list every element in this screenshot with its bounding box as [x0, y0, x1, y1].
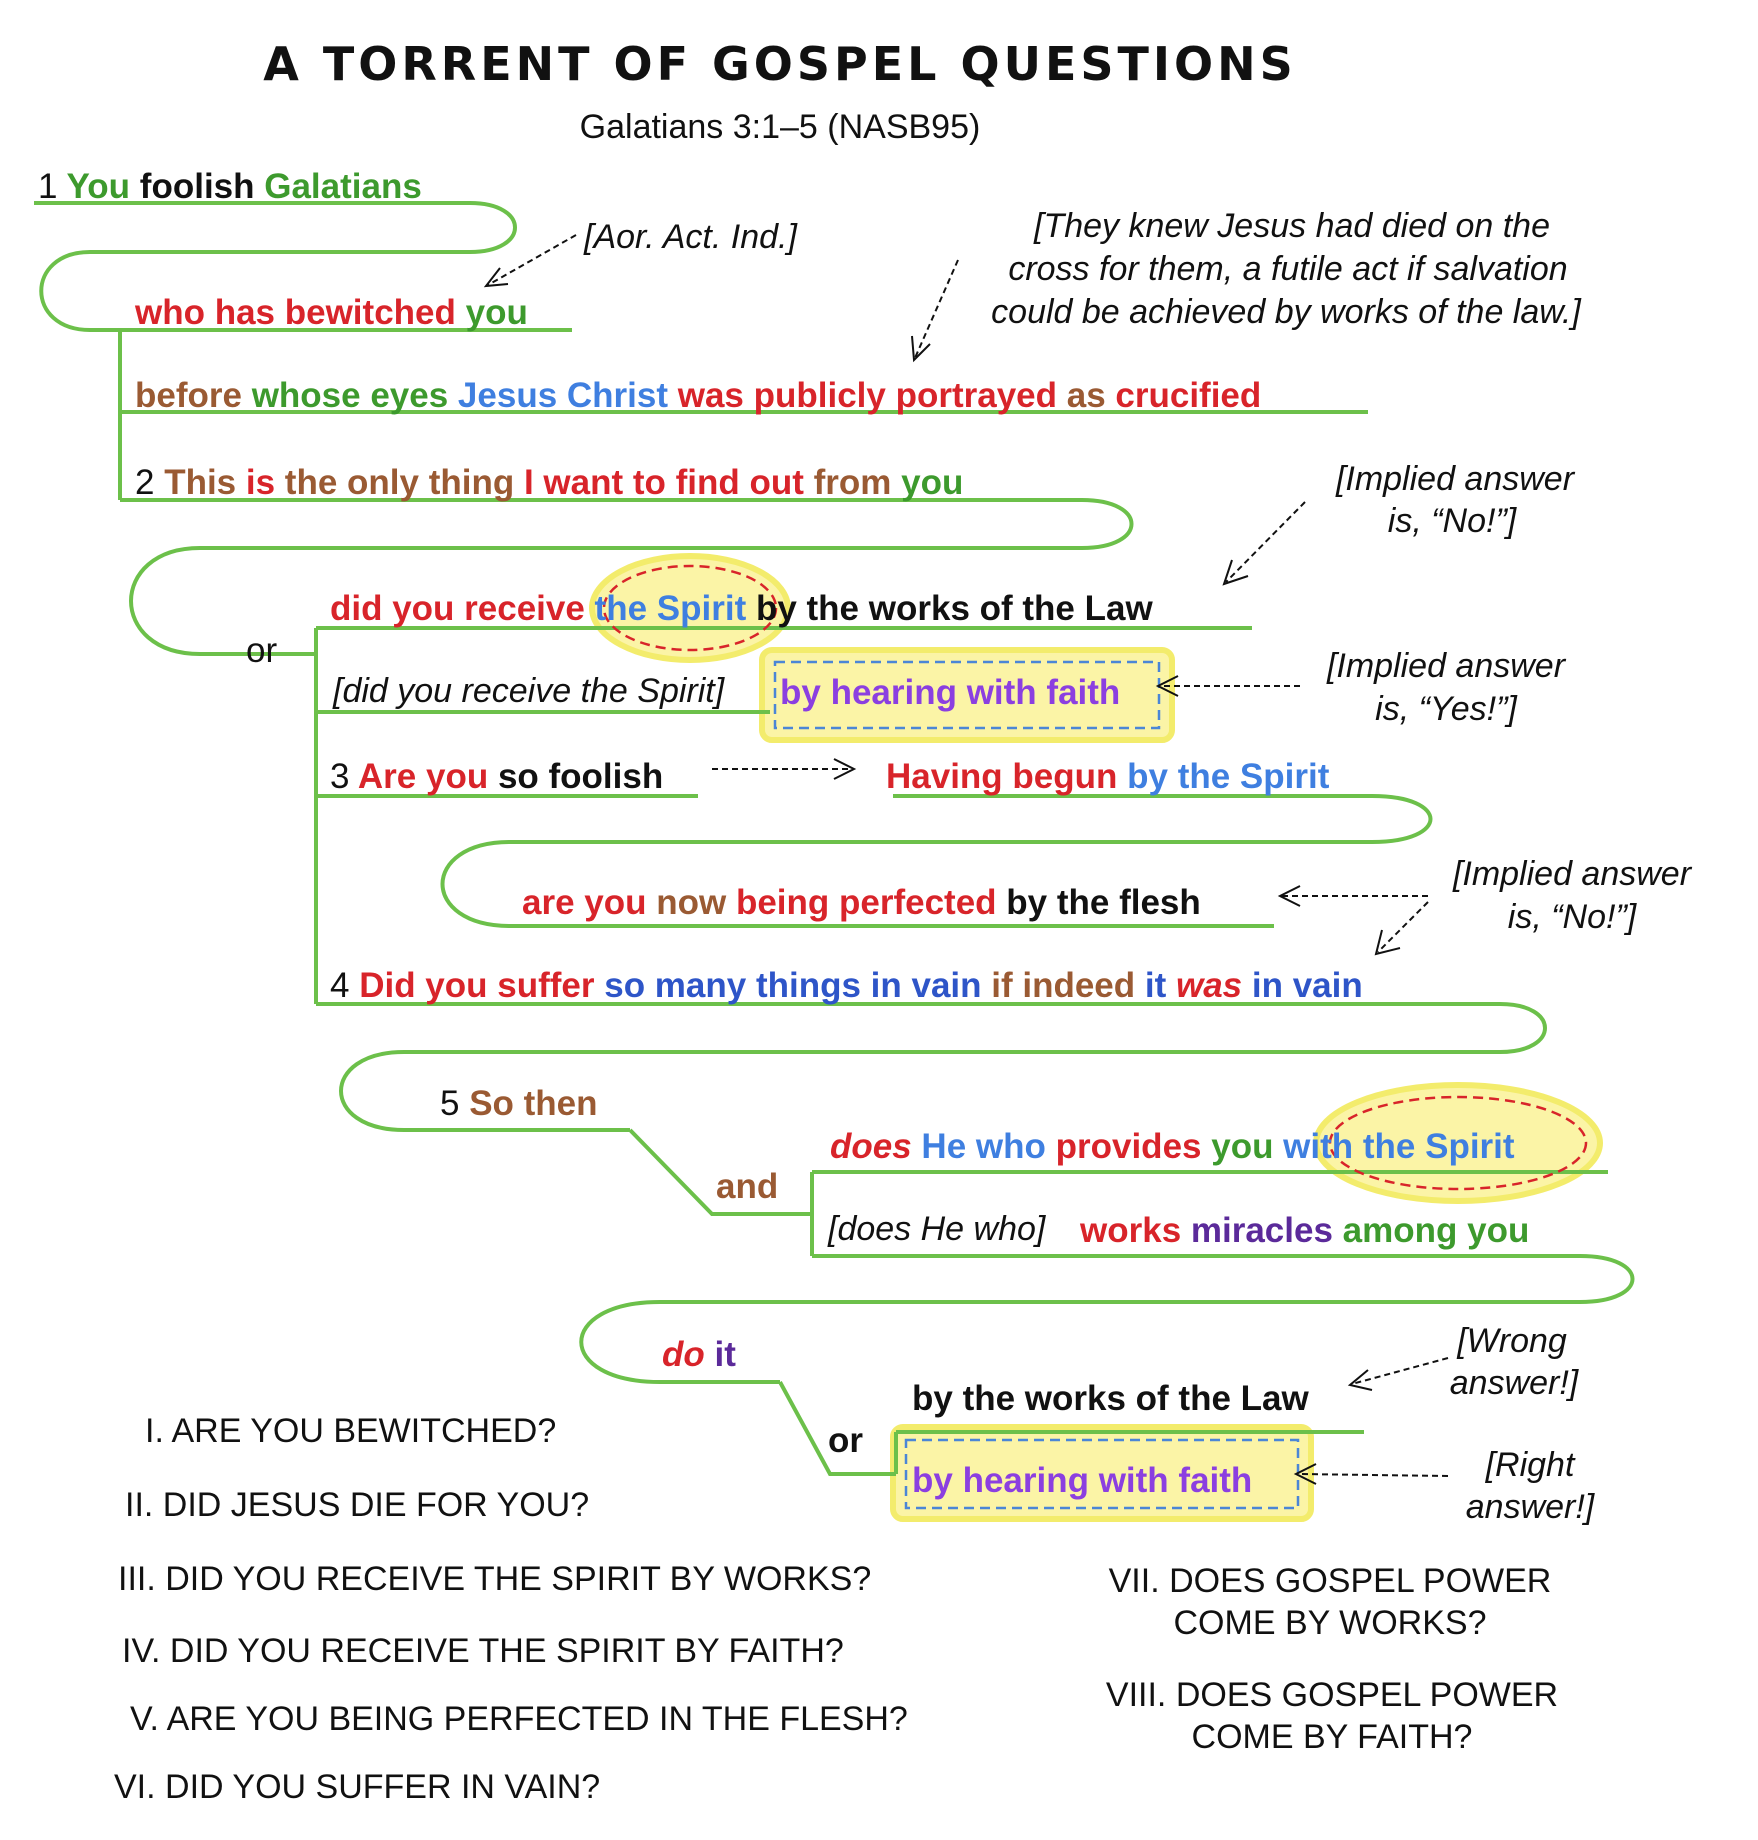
word-segment: You — [57, 167, 131, 206]
having-begun-line — [886, 757, 1330, 796]
connector-or-2: or — [828, 1421, 863, 1460]
word-segment: by the works of the Law — [746, 589, 1153, 628]
word-segment: miracles — [1181, 1211, 1333, 1250]
word-segment: now — [646, 883, 727, 922]
word-segment: by the flesh — [996, 883, 1201, 922]
word-segment: if indeed — [981, 966, 1136, 1005]
provides-spirit-line — [830, 1127, 1515, 1166]
word-segment: Jesus Christ — [448, 376, 669, 415]
word-segment: among you — [1332, 1211, 1530, 1250]
hearing-with-faith-line-1 — [780, 673, 1120, 712]
summary-questions — [114, 1412, 1558, 1806]
works-miracles-line — [1079, 1211, 1529, 1250]
word-segment: was — [1166, 966, 1243, 1005]
word-segment: who — [135, 293, 205, 332]
word-segment: So then — [459, 1084, 598, 1123]
word-segment: is — [236, 463, 276, 502]
do-it-line — [662, 1335, 736, 1374]
word-segment: by hearing with faith — [912, 1461, 1253, 1500]
question-7b: COME BY WORKS? — [1173, 1604, 1487, 1642]
page-title: A TORRENT OF GOSPEL QUESTIONS — [263, 37, 1297, 91]
question-8a: VIII. DOES GOSPEL POWER — [1105, 1676, 1559, 1714]
word-segment: with the Spirit — [1273, 1127, 1515, 1166]
note-right-a: [Right — [1485, 1446, 1575, 1484]
did-you-receive-bracket: [did you receive the Spirit] — [333, 672, 725, 710]
verse-2-line — [135, 463, 963, 502]
word-segment: being perfected — [726, 883, 997, 922]
question-3: III. DID YOU RECEIVE THE SPIRIT BY WORKS? — [118, 1560, 872, 1598]
question-4: IV. DID YOU RECEIVE THE SPIRIT BY FAITH? — [122, 1632, 844, 1670]
word-segment: foolish — [130, 167, 255, 206]
word-segment: whose eyes — [241, 376, 449, 415]
word-segment: 4 — [330, 966, 350, 1005]
question-8b: COME BY FAITH? — [1191, 1718, 1473, 1756]
connector-and: and — [716, 1167, 779, 1206]
word-segment: are you — [522, 883, 647, 922]
word-segment: so many things — [594, 966, 861, 1005]
note-implied-no-1b: is, “No!”] — [1387, 502, 1517, 540]
verse-5-line — [440, 1084, 598, 1123]
question-2: II. DID JESUS DIE FOR YOU? — [125, 1486, 590, 1524]
question-7a: VII. DOES GOSPEL POWER — [1108, 1562, 1552, 1600]
word-segment: 1 — [38, 167, 58, 206]
note-wrong-b: answer!] — [1449, 1364, 1579, 1402]
question-5: V. ARE YOU BEING PERFECTED IN THE FLESH? — [130, 1700, 908, 1738]
note-knew-jesus-2: cross for them, a futile act if salvation — [1008, 250, 1568, 288]
word-segment: Are you — [349, 757, 489, 796]
hearing-with-faith-line-2 — [912, 1461, 1252, 1500]
word-segment: 3 — [330, 757, 350, 796]
verse-4-line — [330, 966, 1363, 1005]
word-segment: it — [1135, 966, 1167, 1005]
note-knew-jesus-3: could be achieved by works of the law.] — [991, 293, 1581, 331]
word-segment: Having begun — [886, 757, 1118, 796]
being-perfected-line — [522, 883, 1201, 922]
word-segment: works — [1080, 1211, 1182, 1250]
works-of-law-line-2 — [912, 1379, 1309, 1418]
word-segment: you — [1201, 1127, 1274, 1166]
word-segment: you — [455, 293, 528, 332]
word-segment: by the Spirit — [1117, 757, 1330, 796]
word-segment: 5 — [440, 1084, 460, 1123]
verse-3-line — [330, 757, 663, 796]
note-right-b: answer!] — [1465, 1488, 1595, 1526]
word-segment: in vain — [860, 966, 982, 1005]
word-segment: provides — [1045, 1127, 1202, 1166]
who-has-bewitched-line — [134, 293, 528, 332]
page-subtitle: Galatians 3:1–5 (NASB95) — [579, 108, 981, 146]
verse-1-line — [38, 167, 422, 206]
note-aorist: [Aor. Act. Ind.] — [584, 218, 797, 256]
note-implied-no-1a: [Implied answer — [1335, 460, 1575, 498]
note-implied-yes-b: is, “Yes!”] — [1375, 690, 1517, 728]
word-segment: does — [830, 1127, 912, 1166]
receive-spirit-works-line — [330, 589, 1153, 628]
note-knew-jesus-1: [They knew Jesus had died on the — [1034, 207, 1550, 245]
word-segment: want to find out — [533, 463, 804, 502]
word-segment: as — [1057, 376, 1106, 415]
word-segment: in vain — [1242, 966, 1363, 1005]
question-1: I. ARE YOU BEWITCHED? — [145, 1412, 557, 1450]
connector-or-1: or — [246, 631, 278, 670]
annotation-arrows — [486, 235, 1448, 1484]
word-segment: This — [154, 463, 237, 502]
does-he-who-bracket: [does He who] — [828, 1210, 1046, 1248]
note-implied-no-2a: [Implied answer — [1452, 855, 1692, 893]
word-segment: you — [891, 463, 964, 502]
note-implied-yes-a: [Implied answer — [1326, 647, 1566, 685]
question-6: VI. DID YOU SUFFER IN VAIN? — [114, 1768, 601, 1806]
word-segment: He who — [911, 1127, 1046, 1166]
word-segment: has bewitched — [204, 293, 456, 332]
word-segment: 2 — [135, 463, 155, 502]
word-segment: was publicly portrayed — [668, 376, 1058, 415]
word-segment: the only thing — [275, 463, 515, 502]
word-segment: the Spirit — [584, 589, 747, 628]
word-segment: by hearing with faith — [780, 673, 1121, 712]
word-segment: from — [803, 463, 892, 502]
note-wrong-a: [Wrong — [1457, 1322, 1567, 1360]
word-segment: so foolish — [488, 757, 664, 796]
word-segment: it — [704, 1335, 736, 1374]
word-segment: crucified — [1105, 376, 1262, 415]
note-implied-no-2b: is, “No!”] — [1507, 898, 1637, 936]
word-segment: by the works of the Law — [912, 1379, 1309, 1418]
word-segment: Did you suffer — [349, 966, 595, 1005]
word-segment: do — [662, 1335, 705, 1374]
word-segment: Galatians — [254, 167, 422, 206]
before-whose-eyes-line — [135, 376, 1261, 415]
word-segment: before — [135, 376, 242, 415]
word-segment: I — [514, 463, 534, 502]
word-segment: did you receive — [330, 589, 585, 628]
